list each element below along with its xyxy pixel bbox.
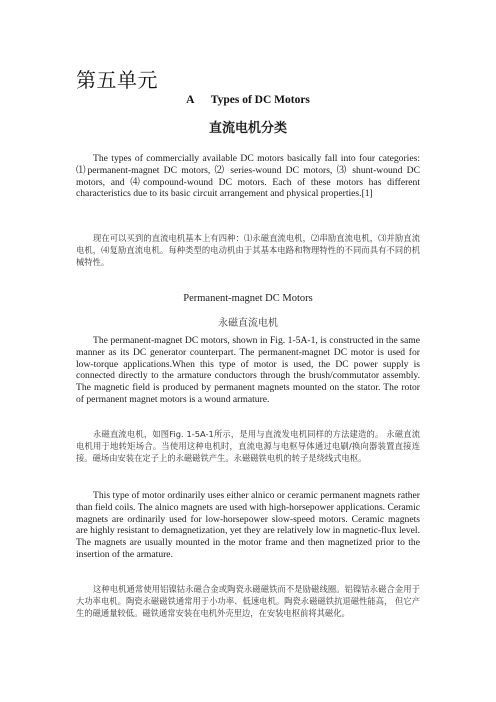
subsection-heading-en: Permanent-magnet DC Motors (183, 293, 313, 304)
unit-title: 第五单元 (76, 68, 158, 92)
section-heading-zh: 直流电机分类 (208, 121, 287, 136)
pm-paragraph-1-en: The permanent-magnet DC motors, shown in Fig. 1-5A-1, is constructed in the same manner as its DC generator counterpart. The permanent-magnet DC motor is used for low-torque applications.When this type of motor is used, the DC power supply is connected directly to the armature conductors through the brush/commutator assembly. The magnetic field is produced by permanent magnets mounted on the stator. The rotor of permanent magnet motors is a wound armature. (76, 335, 420, 405)
pm-paragraph-2-en: This type of motor ordinarily uses either alnico or ceramic permanent magnets rather than field coils. The alnico magnets are used with high-horsepower applications. Ceramic magnets are ordinarily used for low-horsepower slow-speed motors. Ceramic magnets are highly resistant to demagnetization, yet they are relatively low in magnetic-flux level. The magnets are usually mounted in the motor frame and then magnetized prior to the insertion of the armature. (76, 490, 420, 560)
section-heading-en: A Types of DC Motors (186, 94, 310, 106)
intro-paragraph-zh: 现在可以买到的直流电机基本上有四种：⑴永磁直流电机，⑵串励直流电机，⑶并励直流电机，⑷复励直流电机。每种类型的电动机由于其基本电路和物理特性的不同而具有不同的机械特性。 (76, 233, 420, 268)
intro-paragraph-en: The types of commercially available DC motors basically fall into four categories: ⑴permanent-magnet DC motors, ⑵ series-wound DC motors, ⑶ shunt-wound DC motors, and ⑷compound-wound DC motors. Each of these motors has different characteristics due to its basic circuit arrangement and physical properties.[1] (76, 153, 420, 200)
pm-paragraph-1-zh: 永磁直流电机，如图Fig. 1-5A-1所示，是用与直流发电机同样的方法建造的。 永磁直流电机用于地转矩场合。当使用这种电机时，直流电源与电枢导体通过电刷/换向器装置直接连接。磁场由安装在定子上的永磁磁铁产生。永磁磁铁电机的转子是绕线式电枢。 (76, 429, 420, 464)
subsection-heading-zh: 永磁直流电机 (218, 318, 278, 329)
pm-paragraph-2-zh: 这种电机通常使用铝镍钴永磁合金或陶瓷永磁磁铁而不是励磁线圈。铝镍钴永磁合金用于大功率电机。陶瓷永磁磁铁通常用于小功率、低速电机。陶瓷永磁磁铁抗退磁性能高， 但它产生的磁通量较低。磁铁通常安装在电机外壳里边，在安装电枢前将其磁化。 (76, 584, 420, 619)
